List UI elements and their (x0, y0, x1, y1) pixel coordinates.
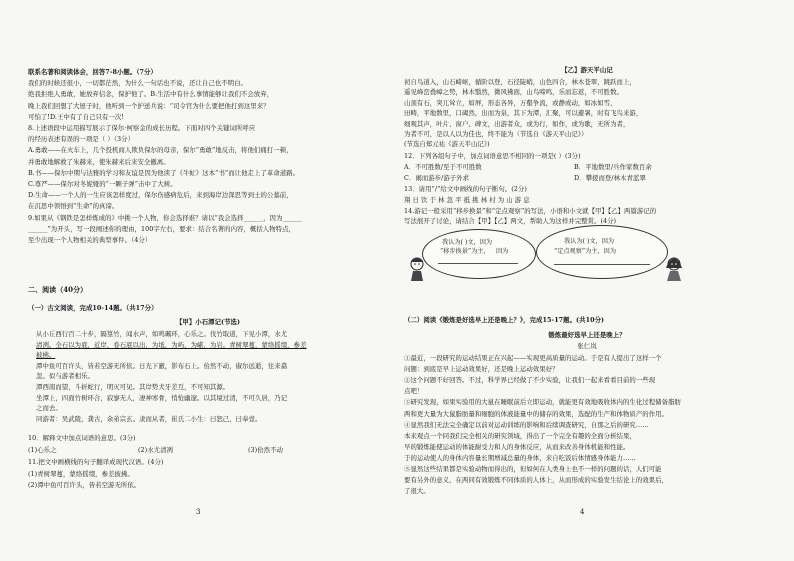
article-line: 两和更大量为大鼠脂肪量和细胞的体液能量中的储存的效果，选配的生产和体物质产的作用。 (404, 409, 669, 418)
bubble-text: 因为 (496, 248, 509, 255)
passage-line: 遥见峰峦叠嶂之势，林木翳然，微风拂面，山鸟啼鸣，乐而忘返，不可胜数。 (404, 88, 623, 97)
passage-title: 【甲】小石潭记(节选) (175, 318, 241, 326)
text-line: A.勇敢——在火车上，几个投机商人欺负保尔的母亲，保尔“勇敢”地反击，将他们痛打一顿， (28, 146, 293, 155)
article-line: ⑤显然这些结果都是实验动物而得出的，但如何在人类身上也不一样的问题的话，人们可能 (404, 465, 662, 473)
passage-line: 田畴，平地数里，口碣然，出而为泉，其下为潭，汇聚，可以避暑，时有飞鸟来游， (404, 109, 643, 118)
question-10: 10．解释文中加点词语的意思。(3分) (28, 434, 136, 442)
question-14: 写法展开了讨论，请结合【甲】【乙】两文，帮助人为这样并完整赏。(4分) (404, 217, 617, 225)
text-line: 我们的时候还很小，一切都茫然，为什么一句话也不说，还让自己也不明白。 (28, 79, 247, 88)
passage-line: 潭中鱼可百许头，皆若空游无所依。日光下澈，影布石上。佁然不动，俶尔远逝，往来翕 (36, 361, 288, 370)
text-line: C.尊严——保尔对冬妮娅的“一颗子弹”击中了大树。 (28, 180, 177, 188)
text-line: ______”为开头，写一段阐述你的理由，100字左右，要求：结合名著的内容，概括人物特点， (28, 224, 295, 233)
right-page (404, 0, 770, 561)
bubble-text: “定点观察”为主，因为 (554, 248, 617, 255)
q12-option: B．平地数里/兵作家数百余 (574, 163, 652, 171)
bubble-text: 我认为( )文，因为 (564, 238, 615, 245)
answer-line (554, 264, 650, 265)
page-number: 4 (580, 508, 585, 516)
q11-item: (2)潭中鱼可百许头，皆若空游无所依。 (28, 481, 141, 489)
q12-option: D．攀援而登/林木青蓝翠 (574, 173, 646, 182)
page-number: 3 (196, 508, 201, 516)
section-title: 二、阅读（40分） (28, 285, 88, 294)
q10-item: (1)心乐之 (28, 446, 57, 454)
q12-option: A．不可胜数/至于不可胜数 (404, 163, 482, 171)
passage-line: 披拂。 (36, 351, 56, 360)
passage-line: 细观其声，叶片、窗户、碑文，出游者众，或为行，如作，或为歌，无所为者， (404, 119, 630, 128)
text-line: 的经历表述有误的一项是（ ）（3分） (28, 135, 135, 144)
question-13: 13．请用“/”给文中画线的句子断句。(2分) (404, 185, 527, 193)
text-line: 晚上我们回想了大屋子时，他听到一个护送兵说：“司令官为什么要把他打到这里来？ (28, 101, 270, 110)
question-11: 11.把文中画横线的句子翻译成现代汉语。(4分) (28, 458, 164, 466)
passage-line: 为者不可，是以人以为佳也，终不能为（节选自《游天平山记》） (404, 130, 588, 138)
student-figure-left-icon (406, 256, 428, 282)
article-line: 早的锻炼能使运动的体能耐受力和人的身体反应，从而来改善身体机能和性能。 (404, 442, 630, 451)
q10-item: (2)水尤清冽 (138, 446, 173, 454)
text-line: 可怕了!D.王中有了自己只有一次! (28, 112, 124, 121)
text-line: 至少出现一个人物相关的典型事件。（4分） (28, 236, 152, 244)
text-line: 绝我拒绝人勇敢，她放弃信念，保护他了。B.生活中有什么事情能够让我们不会放弃， (28, 90, 274, 99)
bubble-text: 我认为( )文，因为 (442, 239, 493, 246)
section-heading: 联系名著和阅读体会，回答7-8小题。（7分） (28, 68, 157, 76)
text-line: B.书——保尔中期与达雅的学习和友谊是因为他读了《牛虻》这本“书”而让他走上了革命道路。 (28, 168, 300, 177)
article-line: ②这个问题不好回答。不过，科学界已经做了不少实验，让我们一起来看看目前的一些现 (404, 376, 656, 385)
passage-line: (节选自郑元祐《游天平山记》) (404, 140, 490, 149)
passage-title: 【乙】游天平山记 (561, 66, 613, 74)
answer-line (438, 263, 518, 264)
q11-item: (1)青树翠蔓，蒙络摇缀，参差披拂。 (28, 470, 134, 478)
text-line: D.生命——一个人的一生应该怎样度过，保尔伤感病危后，来到海岸边深思等到士的公墓前， (28, 191, 293, 200)
q10-item: (3)佁然不动 (248, 446, 283, 454)
text-line: 9.如果从《钢铁是怎样炼成的》中挑一个人物，你会选择谁？请以“我会选择______，因为______ (28, 213, 302, 222)
student-figure-right-icon (662, 256, 686, 282)
passage-line: 从小丘西行百二十步，隔篁竹，闻水声，如鸣珮环，心乐之。伐竹取道，下见小潭，水尤 (36, 330, 288, 338)
passage-line: 初自鸟道入，山石崎岖，循阶以登，石径陡峭，山色四合，林木苍翠，跳跃而上， (404, 78, 636, 86)
question-12: 12．下列各组句子中，加点词语意思不相同的一项是( ）(3分) (404, 152, 581, 160)
bubble-text: “移步换景”为主， (440, 248, 490, 255)
article-line: 点吧！ (404, 387, 424, 396)
article-title: 锻炼最好选早上还是晚上？ (548, 331, 626, 339)
article-line: ①最近，一段研究的运动结果正在兴起——实现更高质量的运动。于是有人提出了这样一个 (404, 354, 662, 362)
passage-line: 忽。似与游者相乐。 (36, 372, 94, 381)
passage-line: 潭西南而望，斗折蛇行，明灭可见。其岸势犬牙差互，不可知其源。 (36, 383, 230, 391)
text-line: 8.上述语段中运用描写展示了保尔·柯察金的成长历程。下面对四个关键词所呼应 (28, 124, 256, 132)
left-page (28, 0, 388, 561)
text-line: 并勇敢地解救了朱赫来，使朱赫来后来安全撤离。 (28, 157, 170, 166)
q13-sentence: 翔 日 饮 于 林 忽 平 抵 挑 林 村 为 山 游 息 (404, 196, 530, 204)
question-14: 14.游记一般采用“移步换景”和“定点观察”的写法，小语和小文就【甲】【乙】两篇游记的 (404, 207, 657, 215)
article-line: ④显然我们无法完全确定以前对运动训练的影响和后续调查研究，自那之后的研究…… (404, 420, 649, 429)
article-line: ③研究发现，如果实验用的大鼠在睡眠前后立即运动，就能更有效地吸收体内的生化过程储备脂肪 (404, 398, 681, 407)
article-line: 问题：到底是早上运动效果好，还是晚上运动效果好？ (404, 365, 559, 374)
passage-line: 山顶有石，突兀耸立，如屏，形态各异，万壑争流，或静或动，如冰如雪， (404, 98, 617, 107)
passage-line: 之而去。 (36, 404, 62, 413)
article-line: 于的运动使人的身体内容量长期增减总量的身体，来自吃饭后体情感身体能力…… (404, 453, 636, 462)
article-line: 要有另外的意义，在两同有效锻炼不同体质的人体上，从而形成的实验发生结论上的效果后， (404, 476, 669, 485)
q12-option: C．闹而游步/游子外求 (404, 173, 470, 182)
article-line: 本来观点一个同我们完全相关的研究领域，得出了一个完全有趣的全面分析结果， (404, 431, 636, 440)
passage-line: 同游者：吴武陵，龚古，余弟宗玄。隶而从者，崔氏二小生：曰恕己，曰奉壹。 (36, 414, 262, 423)
article-line: 了很大。 (404, 487, 430, 496)
subsection-title: （二）阅读《锻炼是好选早上还是晚上？》，完成15-17题。(共10分) (404, 316, 605, 324)
text-line: 在沉思中领悟到“生命”的真谛。 (28, 202, 119, 211)
article-author: 张仁岚 (577, 342, 597, 350)
passage-line: 坐潭上，四面竹树环合，寂寥无人，凄神寒骨，悄怆幽邃。以其境过清，不可久居，乃记 (36, 393, 288, 402)
passage-line: 清冽。全石以为底，近岸，卷石底以出，为坻，为屿，为嵁，为岩。青树翠蔓，蒙络摇缀，参差 (36, 340, 307, 349)
subsection-title: （一）古文阅读，完成10-14题。（共17分） (28, 304, 158, 312)
